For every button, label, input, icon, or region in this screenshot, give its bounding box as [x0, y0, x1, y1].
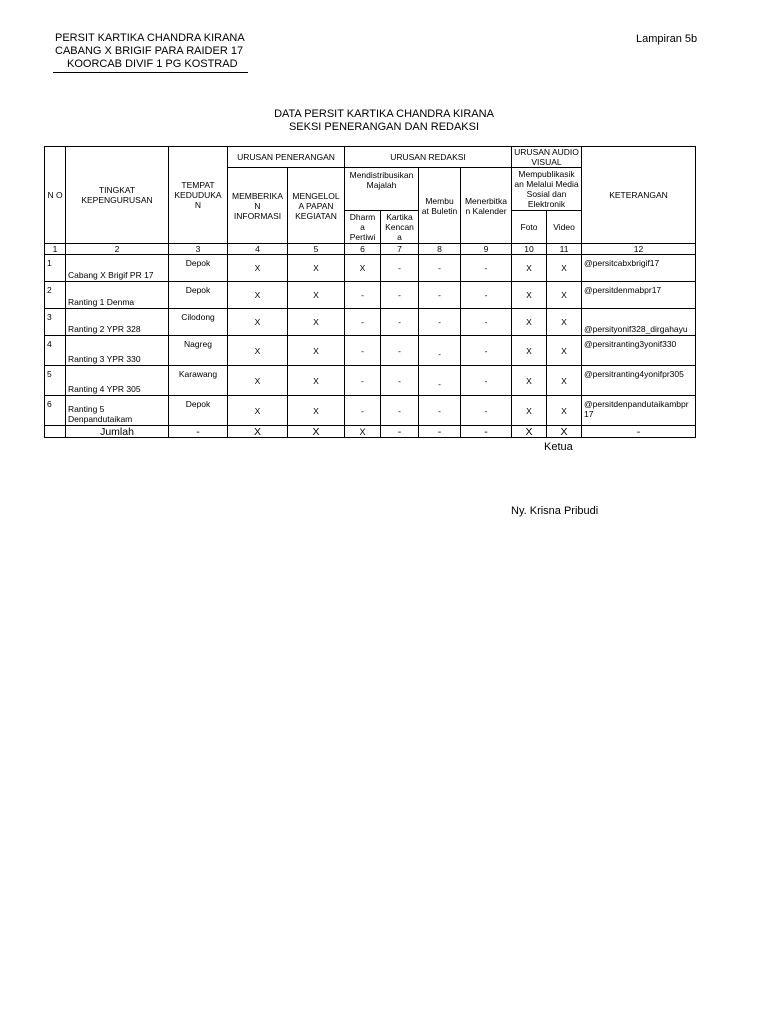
row-kartika: - [381, 255, 419, 282]
row-video: X [547, 366, 582, 396]
summary-keterangan: - [582, 426, 696, 438]
row-no: 2 [45, 282, 66, 309]
col-number: 6 [345, 244, 381, 255]
summary-kalender: - [461, 426, 512, 438]
table-row [45, 309, 696, 336]
row-memberikan: X [228, 282, 288, 309]
row-tingkat: Ranting 1 Denma [66, 282, 169, 309]
row-mengelola: X [288, 336, 345, 366]
summary-mengelola: X [288, 426, 345, 438]
row-mengelola: X [288, 366, 345, 396]
summary-label: Jumlah [66, 426, 169, 438]
col-number: 2 [66, 244, 169, 255]
row-foto: X [512, 396, 547, 426]
header-tingkat: TINGKAT KEPENGURUSAN [66, 147, 169, 244]
header-keterangan: KETERANGAN [582, 147, 696, 244]
table-row [45, 396, 696, 426]
signature-role: Ketua [544, 441, 573, 453]
col-number: 3 [169, 244, 228, 255]
header-foto: Foto [512, 211, 547, 244]
row-video: X [547, 282, 582, 309]
row-tingkat: Ranting 2 YPR 328 [66, 309, 169, 336]
row-foto: X [512, 309, 547, 336]
table-row [45, 255, 696, 282]
summary-empty [45, 426, 66, 438]
col-number: 11 [547, 244, 582, 255]
summary-tempat: - [169, 426, 228, 438]
row-video: X [547, 336, 582, 366]
header-urusan-redaksi: URUSAN REDAKSI [345, 147, 512, 168]
summary-row [45, 426, 696, 438]
header-urusan-penerangan: URUSAN PENERANGAN [228, 147, 345, 168]
row-tempat: Nagreg [169, 336, 228, 366]
row-kalender: - [461, 282, 512, 309]
row-keterangan: @persitcabxbrigif17 [582, 255, 696, 282]
header-tempat: TEMPAT KEDUDUKA N [169, 147, 228, 244]
row-memberikan: X [228, 396, 288, 426]
row-no: 4 [45, 336, 66, 366]
row-buletin: - [419, 282, 461, 309]
row-buletin: - [419, 396, 461, 426]
col-number: 4 [228, 244, 288, 255]
table-row [45, 366, 696, 396]
header-memberikan-informasi: MEMBERIKA N INFORMASI [228, 168, 288, 244]
row-video: X [547, 309, 582, 336]
row-tempat: Depok [169, 396, 228, 426]
row-tingkat: Ranting 4 YPR 305 [66, 366, 169, 396]
column-number-row [45, 244, 696, 255]
row-tempat: Cilodong [169, 309, 228, 336]
row-dharma: - [345, 396, 381, 426]
org-line-1: PERSIT KARTIKA CHANDRA KIRANA [55, 32, 245, 44]
row-dharma: - [345, 366, 381, 396]
row-tingkat: Ranting 5 Denpandutaikam [66, 396, 169, 426]
col-number: 5 [288, 244, 345, 255]
row-foto: X [512, 282, 547, 309]
summary-foto: X [512, 426, 547, 438]
row-kalender: - [461, 396, 512, 426]
row-tempat: Depok [169, 255, 228, 282]
row-memberikan: X [228, 366, 288, 396]
row-kalender: - [461, 366, 512, 396]
header-no: N O [45, 147, 66, 244]
row-video: X [547, 255, 582, 282]
row-tingkat: Ranting 3 YPR 330 [66, 336, 169, 366]
summary-video: X [547, 426, 582, 438]
row-kalender: - [461, 309, 512, 336]
row-tingkat: Cabang X Brigif PR 17 [66, 255, 169, 282]
row-video: X [547, 396, 582, 426]
row-dharma: - [345, 282, 381, 309]
col-number: 7 [381, 244, 419, 255]
title-line-1: DATA PERSIT KARTIKA CHANDRA KIRANA [274, 108, 494, 120]
header-video: Video [547, 211, 582, 244]
header-kartika-kencana: Kartika Kencan a [381, 211, 419, 244]
row-memberikan: X [228, 255, 288, 282]
row-keterangan: @persitdenpandutaikambpr 17 [582, 396, 696, 426]
row-memberikan: X [228, 336, 288, 366]
row-mengelola: X [288, 255, 345, 282]
row-mengelola: X [288, 282, 345, 309]
table-row [45, 336, 696, 366]
header-urusan-audio-visual: URUSAN AUDIO VISUAL [512, 147, 582, 168]
row-no: 1 [45, 255, 66, 282]
row-kartika: - [381, 336, 419, 366]
row-buletin: - [419, 309, 461, 336]
header-menerbitkan-kalender: Menerbitka n Kalender [461, 168, 512, 244]
header-underline [53, 72, 248, 73]
row-no: 3 [45, 309, 66, 336]
row-foto: X [512, 255, 547, 282]
summary-dharma: X [345, 426, 381, 438]
row-no: 5 [45, 366, 66, 396]
col-number: 12 [582, 244, 696, 255]
signature-name: Ny. Krisna Pribudi [511, 505, 599, 517]
row-dharma: - [345, 336, 381, 366]
col-number: 9 [461, 244, 512, 255]
row-kartika: - [381, 396, 419, 426]
row-foto: X [512, 336, 547, 366]
row-kartika: - [381, 282, 419, 309]
header-mengelola-papan: MENGELOL A PAPAN KEGIATAN [288, 168, 345, 244]
row-mengelola: X [288, 396, 345, 426]
row-buletin: - [419, 366, 461, 396]
org-line-2: CABANG X BRIGIF PARA RAIDER 17 [55, 45, 244, 57]
row-mengelola: X [288, 309, 345, 336]
persit-data-table [44, 146, 696, 438]
row-kalender: - [461, 255, 512, 282]
row-dharma: - [345, 309, 381, 336]
row-tempat: Karawang [169, 366, 228, 396]
title-line-2: SEKSI PENERANGAN DAN REDAKSI [288, 121, 480, 133]
row-buletin: - [419, 336, 461, 366]
header-dharma-pertiwi: Dharm a Pertiwi [345, 211, 381, 244]
summary-buletin: - [419, 426, 461, 438]
document-title [0, 108, 768, 134]
col-number: 8 [419, 244, 461, 255]
summary-kartika: - [381, 426, 419, 438]
summary-memberikan: X [228, 426, 288, 438]
organization-header [55, 32, 245, 71]
row-keterangan: @persitdenmabpr17 [582, 282, 696, 309]
row-kartika: - [381, 366, 419, 396]
row-dharma: X [345, 255, 381, 282]
row-keterangan: @persitranting3yonif330 [582, 336, 696, 366]
header-membuat-buletin: Membu at Buletin [419, 168, 461, 244]
row-kartika: - [381, 309, 419, 336]
row-buletin: - [419, 255, 461, 282]
row-kalender: - [461, 336, 512, 366]
lampiran-label: Lampiran 5b [636, 33, 698, 45]
row-tempat: Depok [169, 282, 228, 309]
row-foto: X [512, 366, 547, 396]
col-number: 1 [45, 244, 66, 255]
row-no: 6 [45, 396, 66, 426]
header-mempublikasikan: Mempublikasik an Melalui Media Sosial dan Elektronik [512, 168, 582, 211]
row-memberikan: X [228, 309, 288, 336]
col-number: 10 [512, 244, 547, 255]
header-mendistribusikan-majalah: Mendistribusikan Majalah [345, 168, 419, 211]
row-keterangan: @persityonif328_dirgahayu [582, 309, 696, 336]
row-keterangan: @persitranting4yonifpr305 [582, 366, 696, 396]
org-line-3: KOORCAB DIVIF 1 PG KOSTRAD [67, 58, 238, 70]
table-row [45, 282, 696, 309]
